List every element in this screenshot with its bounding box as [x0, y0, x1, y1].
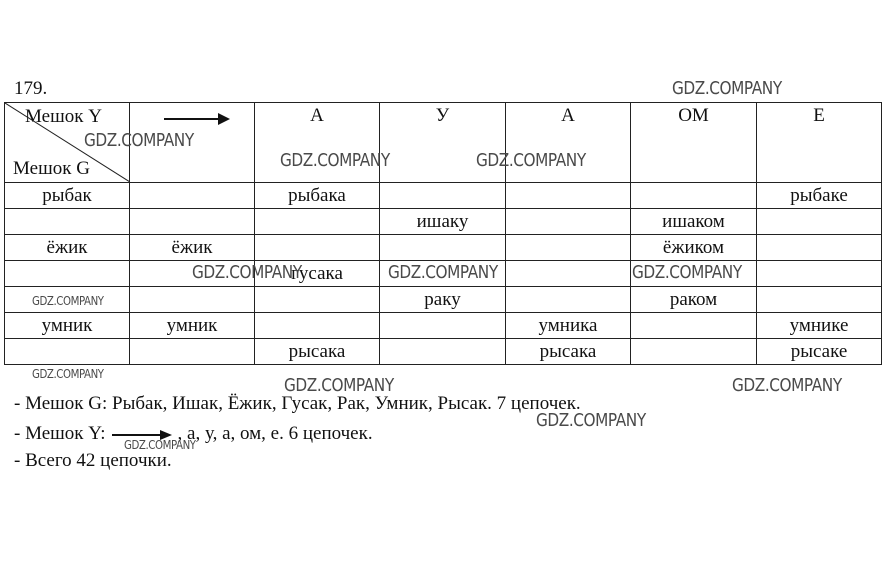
bag-y-label: Мешок Y [25, 106, 102, 127]
table-cell [506, 287, 631, 313]
table-cell [255, 209, 380, 235]
table-cell [757, 287, 882, 313]
table-cell [255, 287, 380, 313]
table-cell: гусака [255, 261, 380, 287]
column-header: А [506, 103, 631, 183]
table-cell: ёжик [130, 235, 255, 261]
watermark: GDZ.COMPANY [84, 130, 194, 151]
column-header: Е [757, 103, 882, 183]
table-row [5, 313, 882, 339]
table-cell [380, 235, 506, 261]
table-cell [506, 183, 631, 209]
summary-line-total: - Всего 42 цепочки. [14, 450, 172, 471]
table-cell [130, 209, 255, 235]
table-cell [5, 209, 130, 235]
watermark: GDZ.COMPANY [32, 294, 104, 308]
table-cell [506, 209, 631, 235]
watermark: GDZ.COMPANY [192, 262, 302, 283]
table-cell [757, 235, 882, 261]
table-cell: умнике [757, 313, 882, 339]
table-cell: умника [506, 313, 631, 339]
watermark: GDZ.COMPANY [32, 367, 104, 381]
table-row [5, 183, 882, 209]
watermark: GDZ.COMPANY [124, 438, 196, 452]
table-cell [5, 261, 130, 287]
table-cell [631, 313, 757, 339]
column-header: У [380, 103, 506, 183]
table-cell [255, 235, 380, 261]
watermark: GDZ.COMPANY [284, 375, 394, 396]
table-cell: раку [380, 287, 506, 313]
table-cell [506, 261, 631, 287]
arrow-right-icon [162, 109, 232, 129]
table-row [5, 209, 882, 235]
table-cell [506, 235, 631, 261]
table-cell [5, 339, 130, 365]
table-row [5, 287, 882, 313]
table-cell: ёжиком [631, 235, 757, 261]
table-cell: ишаком [631, 209, 757, 235]
table-cell: рыбак [5, 183, 130, 209]
bag-g-label: Мешок G [13, 158, 90, 179]
table-cell: рыбака [255, 183, 380, 209]
table-cell [631, 183, 757, 209]
table-cell [130, 287, 255, 313]
watermark: GDZ.COMPANY [536, 410, 646, 431]
task-number: 179. [14, 78, 48, 99]
table-cell: ишаку [380, 209, 506, 235]
summary-bag-y-suffix: , а, у, а, ом, е. 6 цепочек. [177, 423, 373, 444]
table-cell: рысаке [757, 339, 882, 365]
table-cell [380, 313, 506, 339]
summary-bag-y-prefix: - Мешок Y: [14, 423, 106, 444]
table-cell: рыбаке [757, 183, 882, 209]
table-cell [255, 313, 380, 339]
summary-line-bag-g: - Мешок G: Рыбак, Ишак, Ёжик, Гусак, Рак, Умник, Рысак. 7 цепочек. [14, 393, 581, 414]
table-cell [130, 339, 255, 365]
table-cell [757, 261, 882, 287]
table-row [5, 339, 882, 365]
watermark: GDZ.COMPANY [476, 150, 586, 171]
table-cell [380, 183, 506, 209]
table-cell: раком [631, 287, 757, 313]
table-cell [631, 339, 757, 365]
table-cell: рысака [255, 339, 380, 365]
watermark: GDZ.COMPANY [672, 78, 782, 99]
table-row [5, 235, 882, 261]
column-header: ОМ [631, 103, 757, 183]
table-cell: умник [130, 313, 255, 339]
watermark: GDZ.COMPANY [732, 375, 842, 396]
table-cell: умник [5, 313, 130, 339]
watermark: GDZ.COMPANY [388, 262, 498, 283]
column-header: А [255, 103, 380, 183]
table-cell [380, 339, 506, 365]
watermark: GDZ.COMPANY [280, 150, 390, 171]
table-cell: ёжик [5, 235, 130, 261]
watermark: GDZ.COMPANY [632, 262, 742, 283]
table-cell [130, 183, 255, 209]
table-cell [757, 209, 882, 235]
table-cell: рысака [506, 339, 631, 365]
